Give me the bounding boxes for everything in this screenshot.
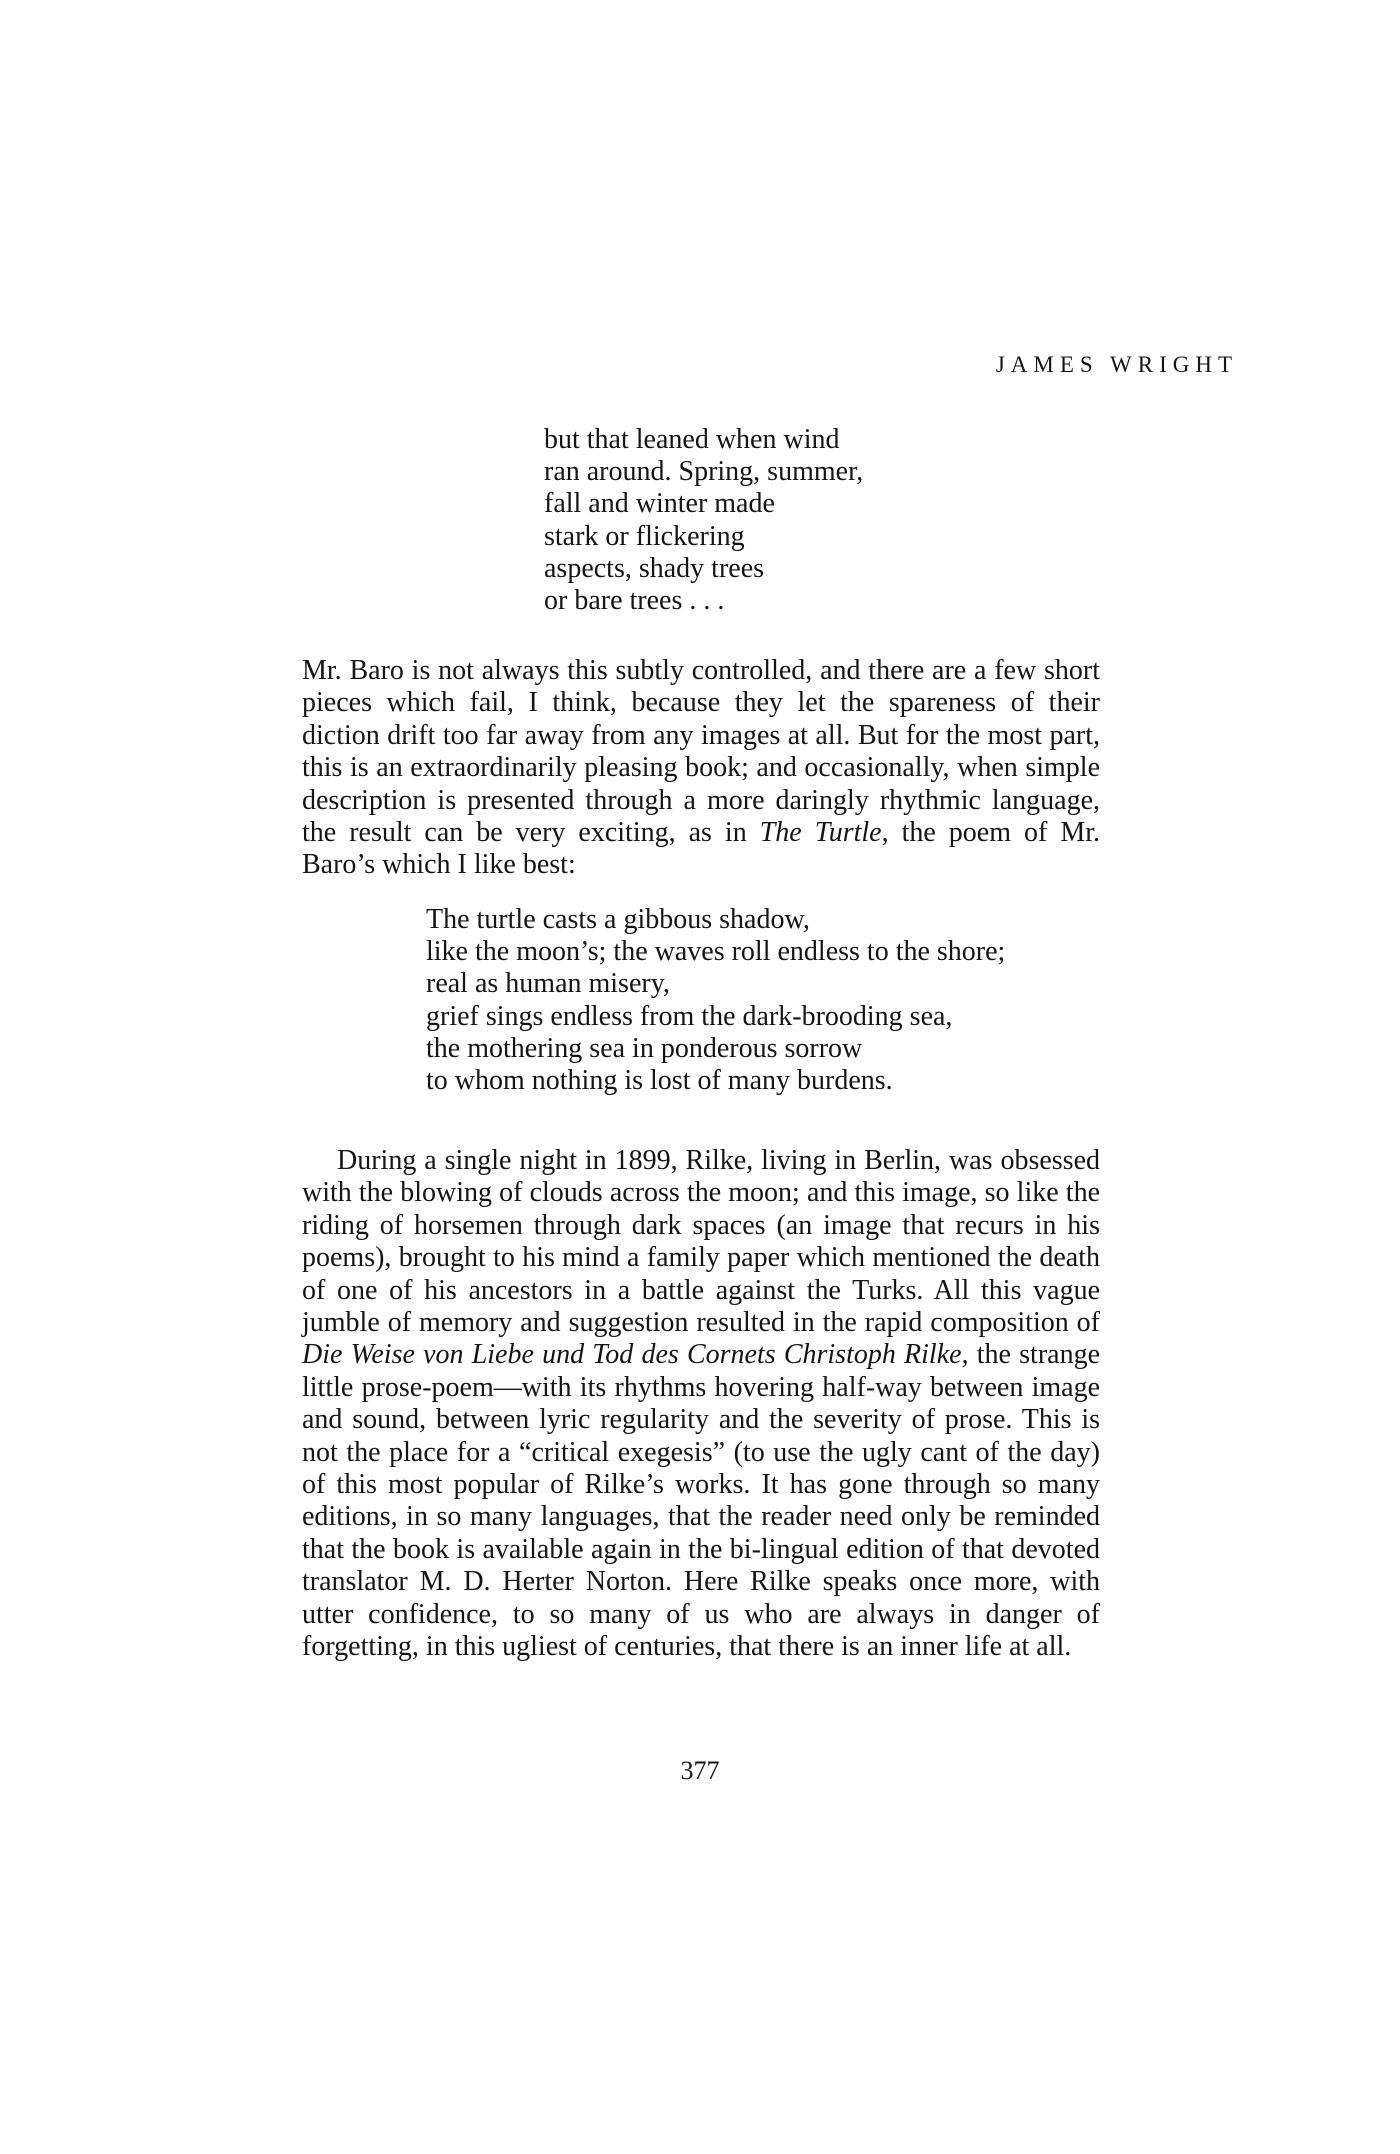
poem-line: fall and winter made	[544, 488, 775, 520]
poem-line: to whom nothing is lost of many burdens.	[426, 1065, 893, 1097]
paragraph-text: , the strange little prose-poem—with its rhythms hovering half-way between image and sound, between lyric regularity and the severity of prose. This is not the place for a “critical exegesis” (to use the ugly cant of the day) of this most popular of Rilke’s works. It has gone through so many editions, in so many languages, that the reader need only be reminded that the book is available again in the bi-lingual edition of that devoted translator M. D. Herter Norton. Here Rilke speaks once more, with utter confidence, to so many of us who are always in danger of forgetting, in this ugliest of centuries, that there is an inner life at all.	[302, 1339, 1100, 1663]
book-title: Die Weise von Liebe und Tod des Cornets Christoph Rilke	[302, 1339, 962, 1371]
poem-excerpt-2	[426, 904, 1005, 1097]
running-head: JAMES WRIGHT	[995, 352, 1238, 377]
poem-line: grief sings endless from the dark-brooding sea,	[426, 1000, 953, 1032]
page-number: 377	[680, 1756, 720, 1785]
poem-line: like the moon’s; the waves roll endless to the shore;	[426, 936, 1006, 968]
poem-line: but that leaned when wind	[544, 424, 840, 455]
paragraph-text: , the poem of Mr. Baro’s which I like best:	[302, 817, 1100, 881]
paragraph-2	[302, 1145, 1100, 1664]
poem-line: The turtle casts a gibbous shadow,	[426, 904, 810, 935]
poem-line: ran around. Spring, summer,	[544, 456, 864, 488]
paragraph-text: During a single night in 1899, Rilke, living in Berlin, was obsessed with the blowing of clouds across the moon; and this image, so like the riding of horsemen through dark spaces (an image that recurs in his poems), brought to his mind a family paper which mentioned the death of one of his ancestors in a battle against the Turks. All this vague jumble of memory and suggestion resulted in the rapid composition of	[302, 1145, 1100, 1339]
paragraph-1	[302, 655, 1100, 882]
poem-line: stark or flickering	[544, 520, 745, 552]
poem-line: real as human misery,	[426, 968, 670, 1000]
poem-title: The Turtle	[759, 817, 882, 849]
paragraph-text: Mr. Baro is not always this subtly controlled, and there are a few short pieces which fail, I think, because they let the spareness of their diction drift too far away from any images at all. But for the most part, this is an extraordinarily pleasing book; and occasionally, when simple description is presented through a more daringly rhythmic language, the result can be very exciting, as in	[302, 655, 1100, 849]
poem-line: aspects, shady trees	[544, 552, 765, 584]
poem-excerpt-1	[544, 424, 863, 617]
poem-line: the mothering sea in ponderous sorrow	[426, 1032, 863, 1064]
poem-line: or bare trees . . .	[544, 585, 725, 617]
